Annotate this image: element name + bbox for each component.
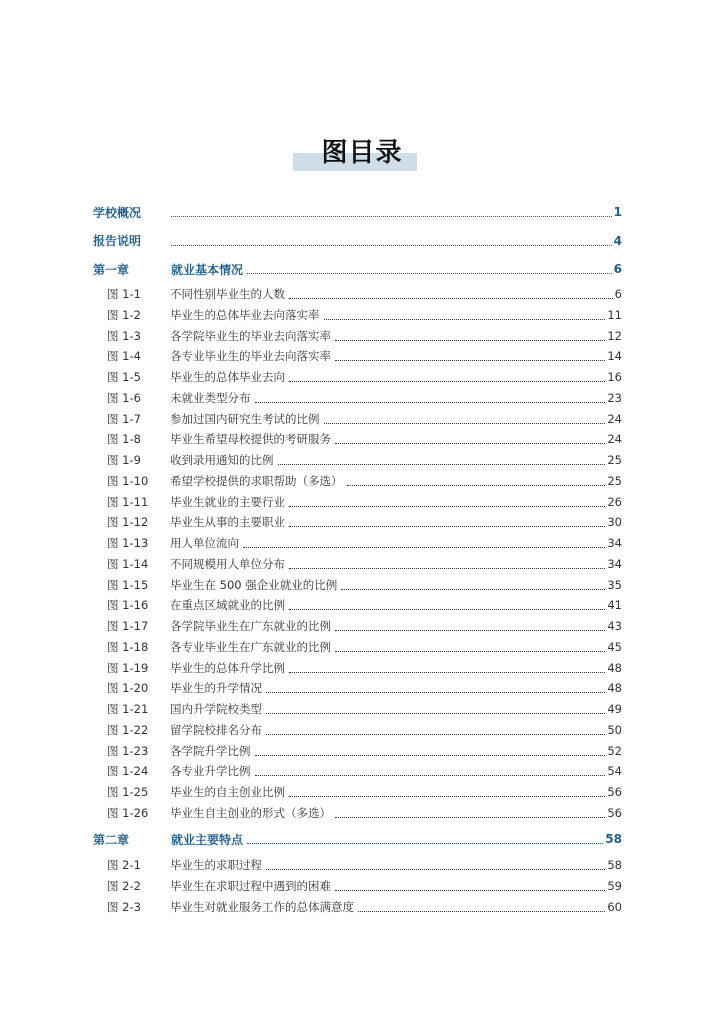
figure-title: 收到录用通知的比例 [170,453,274,467]
figure-title: 未就业类型分布 [170,390,251,405]
figure-number: 图 1-22 [107,722,149,737]
toc-figure-row[interactable] [93,346,622,366]
figure-title: 毕业生自主创业的形式（多选） [170,805,331,820]
figure-title: 毕业生的自主创业比例 [170,785,285,799]
figure-title: 毕业生就业的主要行业 [170,494,285,509]
toc-figure-row[interactable] [93,284,622,304]
dot-leader [289,496,605,507]
toc-figure-row[interactable] [93,658,622,678]
dot-leader [266,682,605,693]
page-number: 6 [613,262,622,276]
dot-leader [324,413,605,424]
figure-title: 毕业生的总体升学比例 [170,660,285,675]
figure-number: 图 1-18 [107,639,149,654]
page-number: 45 [607,639,622,654]
dot-leader [335,641,605,652]
figure-title: 在重点区域就业的比例 [170,598,285,613]
dot-leader [289,662,605,673]
page-number: 24 [607,411,622,426]
figure-title: 国内升学院校类型 [170,702,262,716]
figure-title: 毕业生对就业服务工作的总体满意度 [170,899,354,914]
figure-title: 各学院毕业生在广东就业的比例 [170,619,331,633]
dot-leader [358,901,605,912]
page-title: 图目录 [321,138,403,168]
figure-title: 不同规模用人单位分布 [170,556,285,571]
figure-title: 用人单位流向 [170,536,239,550]
figure-number: 图 1-4 [107,349,141,364]
figure-title: 毕业生在 500 强企业就业的比例 [170,577,338,592]
section-label: 报告说明 [93,234,142,248]
figure-number: 图 1-11 [107,494,149,509]
figure-title: 毕业生希望母校提供的考研服务 [170,432,331,447]
toc-figure-row[interactable] [93,678,622,698]
figure-number: 图 1-2 [107,307,141,322]
toc-figure-row[interactable] [93,450,622,470]
section-label: 第二章 [93,832,130,847]
dot-leader [171,235,612,246]
toc-figure-row[interactable] [93,855,622,875]
toc-figure-row[interactable] [93,575,622,595]
page-number: 26 [607,494,622,509]
figure-number: 图 1-6 [107,390,141,405]
dot-leader [324,309,605,320]
figure-title: 毕业生在求职过程中遇到的困难 [170,878,331,893]
figure-number: 图 1-17 [107,619,149,633]
figure-number: 图 1-9 [107,453,141,467]
dot-leader [335,880,605,891]
section-label: 学校概况 [93,205,142,220]
figure-title: 留学院校排名分布 [170,722,262,737]
page-number: 34 [607,556,622,571]
toc-section-row[interactable] [93,259,622,279]
page-number: 49 [607,702,622,716]
dot-leader [255,392,605,403]
page-number: 59 [607,878,622,893]
page-number: 23 [607,390,622,405]
page-number: 25 [607,453,622,467]
figure-title: 各专业升学比例 [170,764,251,779]
dot-leader [266,859,605,870]
toc-section-row[interactable] [93,829,622,849]
toc-figure-row[interactable] [93,492,622,512]
toc-figure-row[interactable] [93,367,622,387]
figure-title: 各学院毕业生的毕业去向落实率 [170,328,331,343]
figure-number: 图 2-3 [107,899,141,914]
figure-number: 图 2-1 [107,858,141,872]
page-number: 58 [605,832,622,846]
figure-number: 图 1-7 [107,411,141,426]
toc-figure-row[interactable] [93,803,622,823]
page-number: 12 [607,328,622,343]
page-number: 58 [607,858,622,872]
dot-leader [289,516,605,527]
page-number: 30 [607,515,622,530]
page-number: 24 [607,432,622,447]
toc-figure-row[interactable] [93,782,622,802]
dot-leader [341,579,605,590]
page-number: 16 [607,370,622,384]
dot-leader [335,807,605,818]
figure-title: 毕业生的升学情况 [170,681,262,696]
page-number: 11 [607,307,622,322]
figure-number: 图 1-26 [107,805,149,820]
page-number: 43 [607,619,622,633]
toc-figure-row[interactable] [93,305,622,325]
page-number: 48 [607,681,622,696]
dot-leader [266,703,605,714]
page-number: 35 [607,577,622,592]
section-label: 第一章 [93,262,130,277]
toc-figure-row[interactable] [93,512,622,532]
page-number: 41 [607,598,622,613]
dot-leader [289,786,605,797]
figure-title: 毕业生从事的主要职业 [170,515,285,530]
section-title: 就业基本情况 [171,262,244,277]
toc-figure-row[interactable] [93,897,622,917]
figure-number: 图 1-24 [107,764,149,779]
page-number: 54 [607,764,622,779]
dot-leader [243,537,605,548]
figure-number: 图 1-3 [107,328,141,343]
toc-figure-row[interactable] [93,595,622,615]
figure-number: 图 1-20 [107,681,149,696]
toc-figure-row[interactable] [93,616,622,636]
toc-figure-row[interactable] [93,637,622,657]
dot-leader [347,475,605,486]
figure-title: 毕业生的总体毕业去向 [170,370,285,384]
dot-leader [266,724,605,735]
figure-number: 图 1-21 [107,702,149,716]
figure-number: 图 1-1 [107,287,141,301]
toc-figure-row[interactable] [93,554,622,574]
figure-number: 图 1-15 [107,577,149,592]
toc-section-row[interactable] [93,202,622,222]
page-number: 6 [614,287,622,301]
figure-title: 各学院升学比例 [170,743,251,758]
figure-number: 图 1-14 [107,556,149,571]
figure-title: 各专业毕业生在广东就业的比例 [170,639,331,654]
dot-leader [255,765,605,776]
dot-leader [335,433,605,444]
section-title: 就业主要特点 [171,832,244,847]
toc-figure-row[interactable] [93,471,622,491]
page-number: 56 [607,785,622,799]
page-number: 52 [607,743,622,758]
dot-leader [335,330,605,341]
figure-title: 希望学校提供的求职帮助（多选） [170,473,343,488]
dot-leader [171,206,612,217]
toc-section-row[interactable] [93,231,622,251]
figure-title: 毕业生的求职过程 [170,858,262,872]
figure-number: 图 1-25 [107,785,149,799]
dot-leader [247,263,612,274]
page-number: 50 [607,722,622,737]
dot-leader [278,454,605,465]
page-number: 1 [613,205,622,219]
toc-figure-row[interactable] [93,720,622,740]
dot-leader [255,745,605,756]
figure-number: 图 1-16 [107,598,149,613]
figure-title: 各专业毕业生的毕业去向落实率 [170,349,331,364]
dot-leader [289,558,605,569]
toc-figure-row[interactable] [93,741,622,761]
dot-leader [247,833,603,844]
dot-leader [289,371,605,382]
toc-figure-row[interactable] [93,326,622,346]
dot-leader [335,620,605,631]
page-number: 56 [607,805,622,820]
dot-leader [289,288,613,299]
figure-number: 图 1-12 [107,515,149,530]
dot-leader [289,599,605,610]
page-title-block [0,136,724,176]
figure-title: 参加过国内研究生考试的比例 [170,411,320,426]
toc-figure-row[interactable] [93,409,622,429]
figure-number: 图 2-2 [107,878,141,893]
toc-figure-row[interactable] [93,533,622,553]
figure-number: 图 1-19 [107,660,149,675]
page-number: 4 [613,233,622,248]
toc-figure-row[interactable] [93,876,622,896]
figure-title: 毕业生的总体毕业去向落实率 [170,307,320,322]
figure-number: 图 1-8 [107,432,141,447]
figure-number: 图 1-13 [107,536,149,550]
toc-figure-row[interactable] [93,699,622,719]
page-number: 34 [607,536,622,550]
page-number: 25 [607,473,622,488]
toc-figure-row[interactable] [93,388,622,408]
figure-number: 图 1-10 [107,473,149,488]
toc-figure-row[interactable] [93,761,622,781]
toc-figure-row[interactable] [93,429,622,449]
figure-title: 不同性别毕业生的人数 [170,287,285,301]
figure-number: 图 1-5 [107,370,141,384]
dot-leader [335,350,605,361]
page-number: 60 [607,899,622,914]
page-number: 48 [607,660,622,675]
figure-number: 图 1-23 [107,743,149,758]
page-number: 14 [607,349,622,364]
